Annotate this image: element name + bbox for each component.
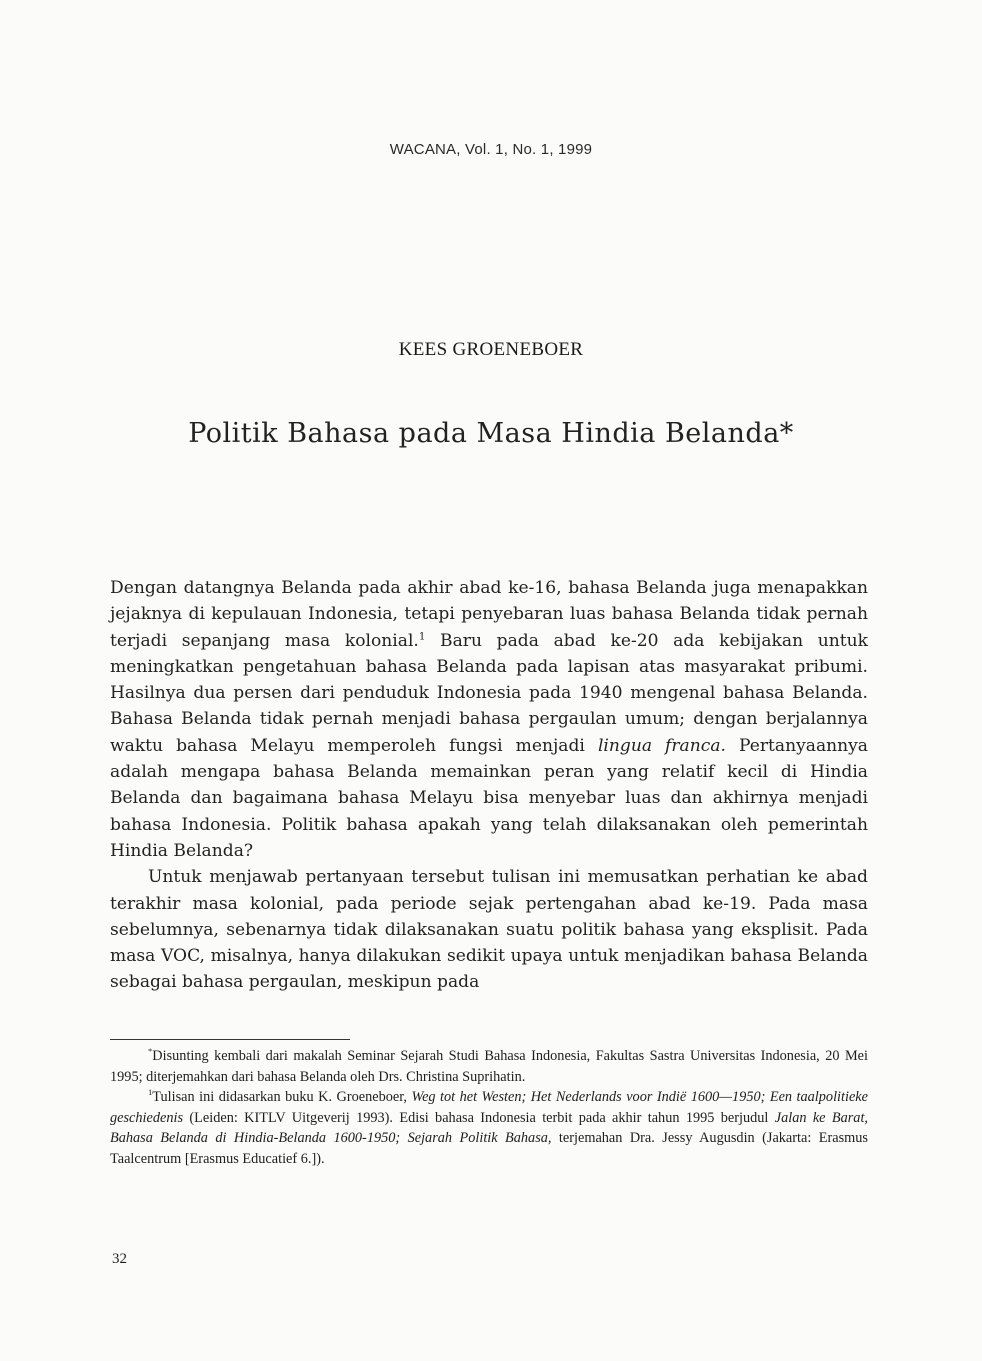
footnote-star-mark: *	[148, 1046, 153, 1057]
footnotes	[110, 1046, 868, 1169]
footnote-1-text-c: terjemahan Dra. Jessy Augusdin (Jakarta: Erasmus Taalcentrum [Erasmus Educatief 6.]).	[110, 1130, 868, 1167]
footnote-rule	[110, 1039, 350, 1040]
footnote-1-text-a: Tulisan ini didasarkan buku K. Groeneboer,	[152, 1089, 412, 1105]
author-name: KEES GROENEBOER	[398, 339, 584, 360]
paragraph-1	[110, 575, 868, 864]
footnote-1	[110, 1087, 868, 1169]
page-number: 32	[112, 1251, 127, 1267]
footnote-star	[110, 1046, 868, 1087]
footnote-1-mark: 1	[148, 1087, 153, 1098]
paragraph-1-text-b: Baru pada abad ke-20 ada kebijakan untuk meningkatkan pengetahuan bahasa Belanda pada lapisan atas masyarakat pribumi. Hasilnya dua persen dari penduduk Indonesia pada 1940 mengenal bahasa Belanda. Bahasa Belanda tidak pernah menjadi bahasa pergaulan umum; dengan berjalannya waktu bahasa Melayu memperoleh fungsi menjadi	[110, 630, 869, 756]
lingua-franca-term: lingua franca.	[597, 735, 726, 756]
footnote-ref-1: 1	[418, 629, 426, 642]
footnote-1-book-title: Weg tot het Westen; Het Nederlands voor Indië 1600—1950; Een taalpolitieke geschiedenis	[110, 1089, 868, 1126]
paragraph-1-text-a: Dengan datangnya Belanda pada akhir abad ke-16, bahasa Belanda juga menapakkan jejaknya di kepulauan Indonesia, tetapi penyebaran luas bahasa Belanda tidak pernah terjadi sepanjang masa kolonial.	[110, 578, 868, 651]
footnote-1-translation-title: Jalan ke Barat, Bahasa Belanda di Hindia-Belanda 1600-1950; Sejarah Politik Bahasa,	[110, 1109, 868, 1146]
paragraph-1-text-c: Pertanyaannya adalah mengapa bahasa Belanda memainkan peran yang relatif kecil di Hindia Belanda dan bagaimana bahasa Melayu bisa menyebar luas dan akhirnya menjadi bahasa Indonesia. Politik bahasa apakah yang telah dilaksanakan oleh pemerintah Hindia Belanda?	[110, 735, 869, 861]
article-body	[110, 575, 868, 996]
footnote-1-text-b: (Leiden: KITLV Uitgeverij 1993). Edisi bahasa Indonesia terbit pada akhir tahun 1995 berjudul	[183, 1109, 775, 1126]
paragraph-2: Untuk menjawab pertanyaan tersebut tulisan ini memusatkan perhatian ke abad terakhir masa kolonial, pada periode sejak pertengahan abad ke-19. Pada masa sebelumnya, sebenarnya tidak dilaksanakan suatu politik bahasa yang eksplisit. Pada masa VOC, misalnya, hanya dilakukan sedikit upaya untuk menjadikan bahasa Belanda sebagai bahasa pergaulan, meskipun pada	[110, 867, 868, 993]
article-title: Politik Bahasa pada Masa Hindia Belanda*	[188, 418, 794, 449]
footnote-star-text: Disunting kembali dari makalah Seminar Sejarah Studi Bahasa Indonesia, Fakultas Sastra Universitas Indonesia, 20 Mei 1995; diterjemahkan dari bahasa Belanda oleh Drs. Christina Suprihatin.	[110, 1048, 868, 1085]
running-head: WACANA, Vol. 1, No. 1, 1999	[389, 141, 593, 158]
